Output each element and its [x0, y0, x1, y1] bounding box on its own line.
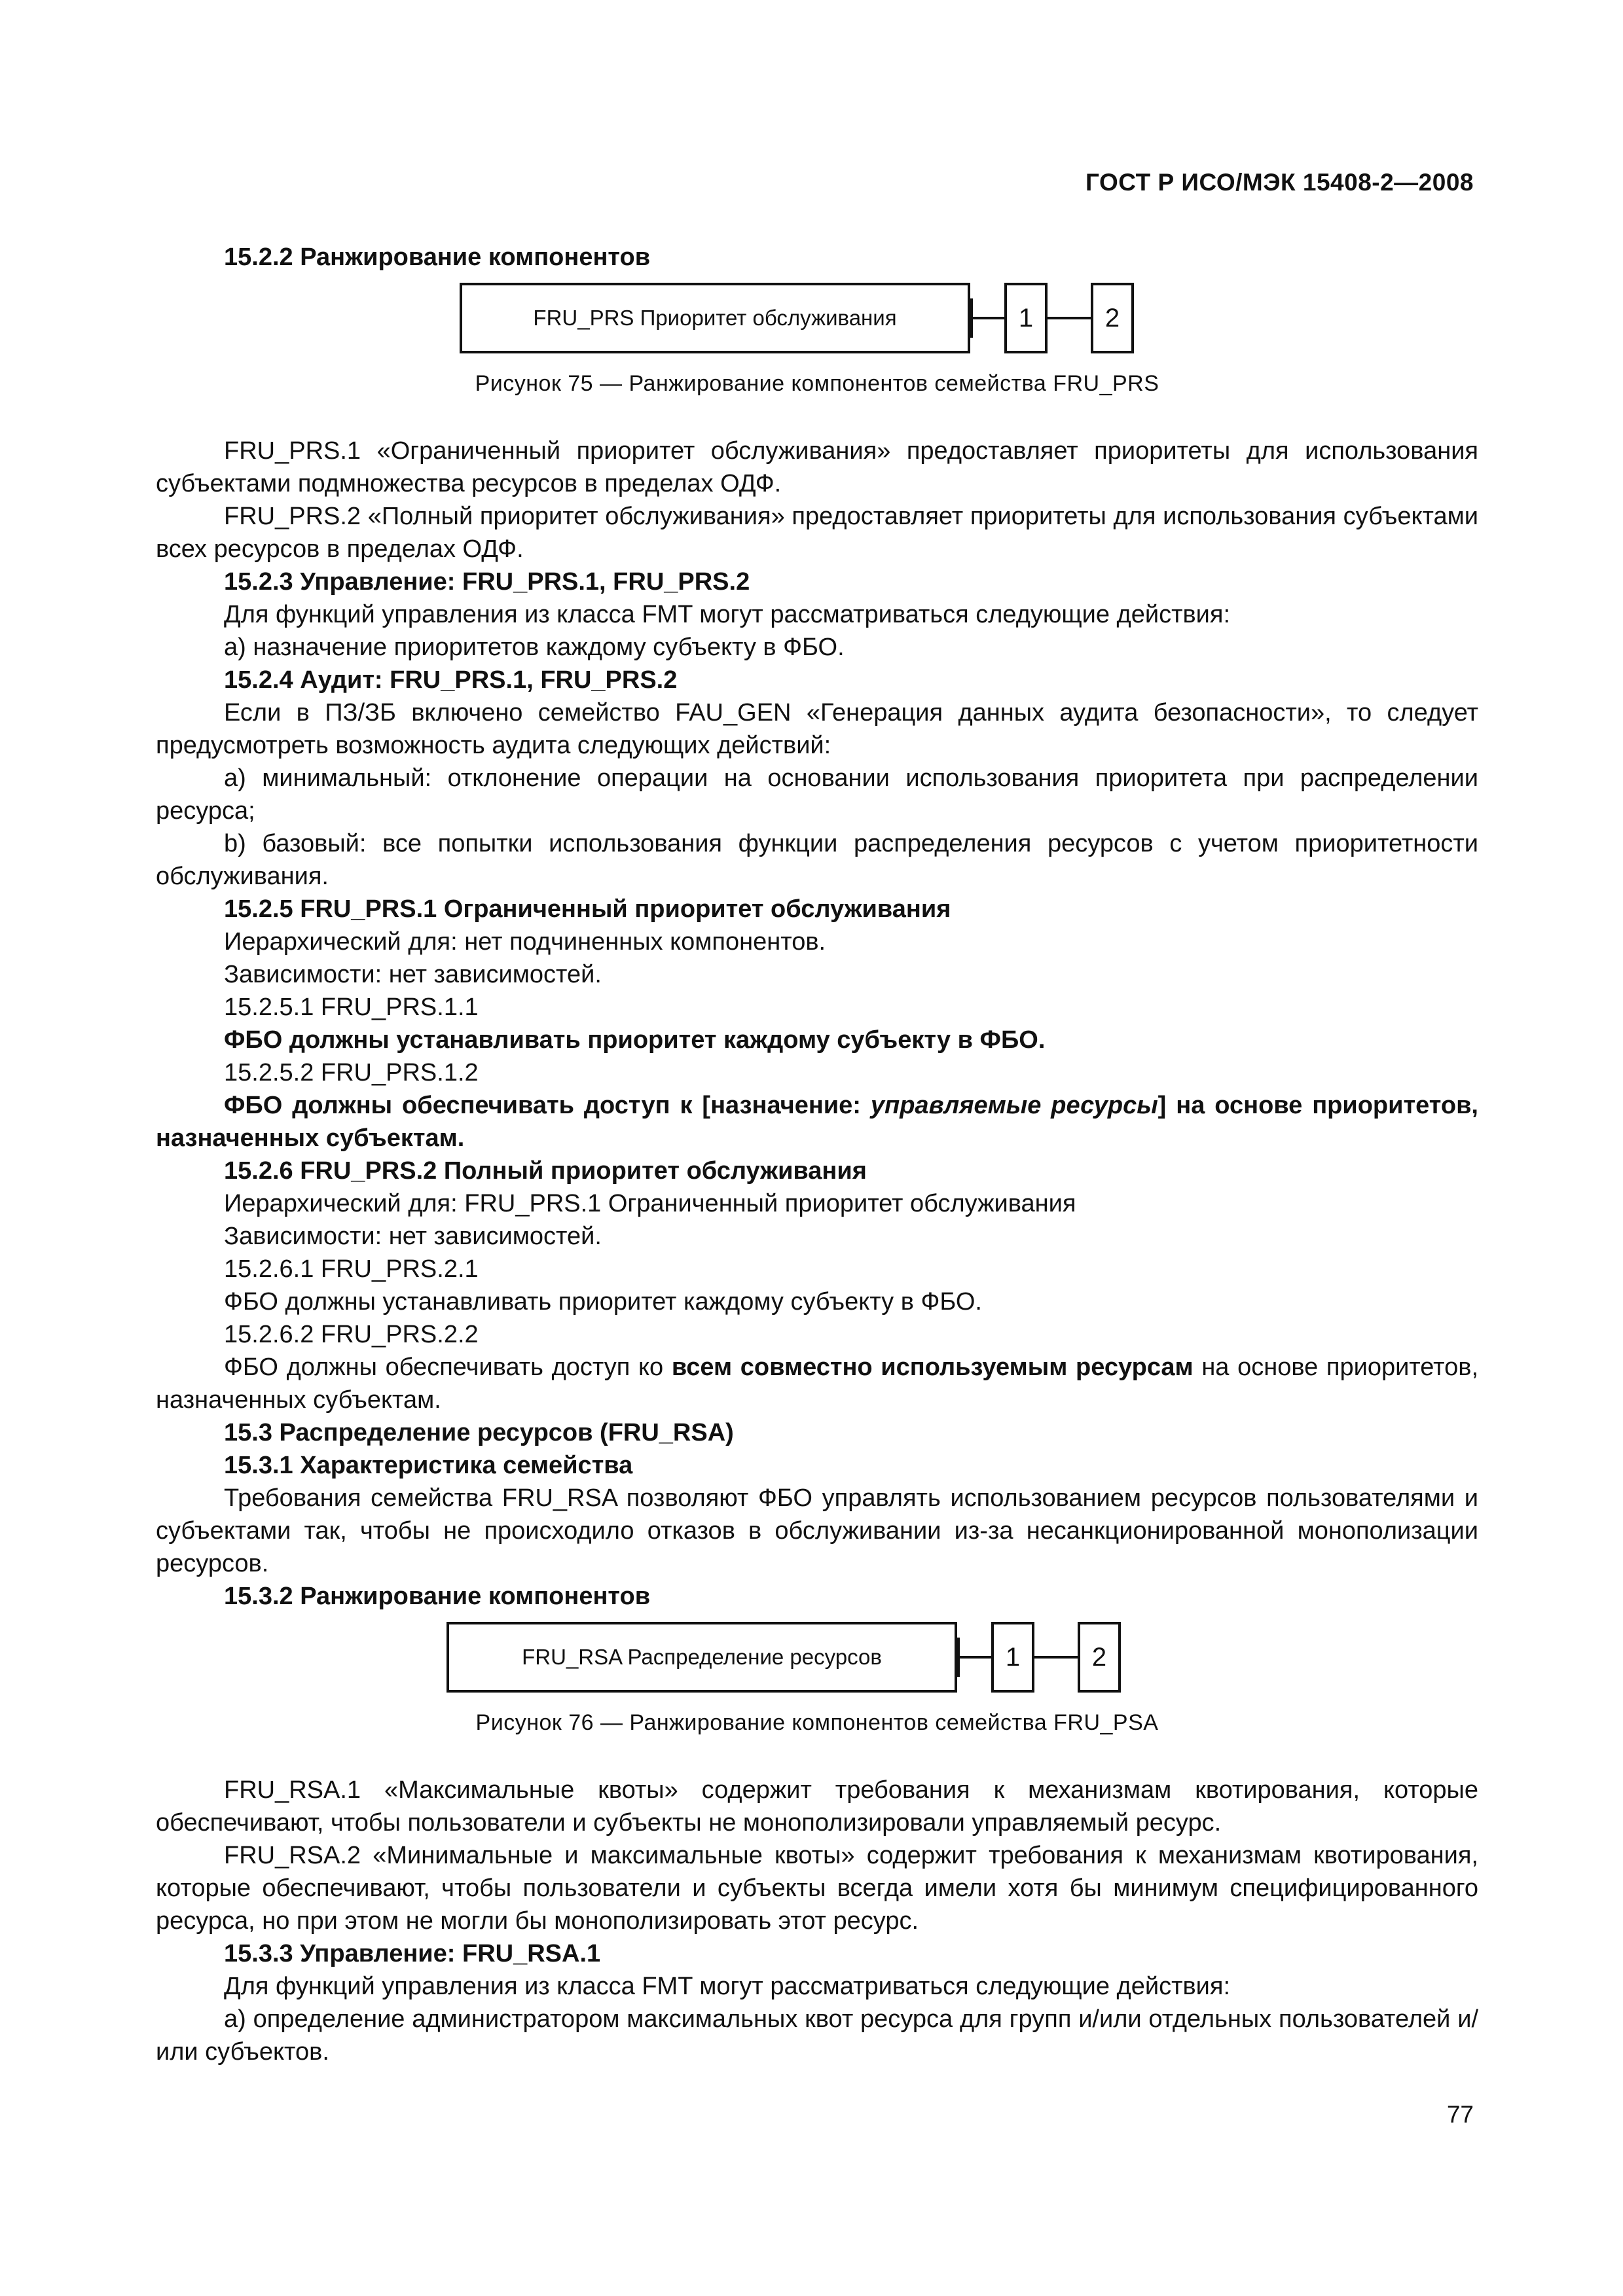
paragraph: а) определение администратором максимальных квот ресурса для групп и/или отдельных пользователей и/или субъектов.	[156, 2005, 1478, 2066]
section-heading: 15.2.2 Ранжирование компонентов	[224, 243, 651, 271]
standard-header: ГОСТ Р ИСО/МЭК 15408-2—2008	[1085, 169, 1474, 196]
section-heading: 15.3.3 Управление: FRU_RSA.1	[224, 1940, 601, 1967]
page-content	[156, 241, 1478, 2068]
requirement-text	[156, 1089, 1478, 1155]
level-1-label: 1	[1018, 304, 1034, 332]
family-label: FRU_PRS Приоритет обслуживания	[533, 306, 897, 330]
level-2-label: 2	[1104, 304, 1120, 332]
paragraph: b) базовый: все попытки использования функции распределения ресурсов с учетом приоритетности обслуживания.	[156, 830, 1478, 890]
requirement-text: ФБО должны устанавливать приоритет каждому субъекту в ФБО.	[224, 1026, 1046, 1054]
assignment-text: управляемые ресурсы	[870, 1092, 1158, 1119]
section-heading: 15.2.4 Аудит: FRU_PRS.1, FRU_PRS.2	[224, 666, 678, 694]
section-heading: 15.3 Распределение ресурсов (FRU_RSA)	[224, 1419, 734, 1446]
figure-76-diagram	[156, 1622, 1478, 1699]
level-1-box	[991, 1622, 1034, 1693]
family-box	[460, 283, 970, 353]
figure-caption: Рисунок 76 — Ранжирование компонентов семейства FRU_PSA	[475, 1710, 1159, 1735]
page-number: 77	[1446, 2101, 1474, 2128]
figure-75-diagram	[156, 283, 1478, 360]
section-heading: 15.3.2 Ранжирование компонентов	[224, 1583, 651, 1610]
text-part: ФБО должны обеспечивать доступ ко	[224, 1354, 672, 1381]
paragraph: Иерархический для: нет подчиненных компонентов.	[224, 928, 826, 956]
level-2-box	[1078, 1622, 1121, 1693]
paragraph: 15.2.5.1 FRU_PRS.1.1	[224, 994, 479, 1021]
paragraph: Зависимости: нет зависимостей.	[224, 1223, 602, 1250]
connector-line	[957, 1656, 991, 1659]
level-2-label: 2	[1091, 1643, 1107, 1672]
emphasized-text: всем совместно используемым ресурсам	[671, 1354, 1194, 1381]
paragraph: Если в ПЗ/ЗБ включено семейство FAU_GEN «Генерация данных аудита безопасности», то следует предусмотреть возможность аудита следующих действий:	[156, 699, 1478, 759]
level-2-box	[1091, 283, 1134, 353]
paragraph: Иерархический для: FRU_PRS.1 Ограниченный приоритет обслуживания	[224, 1190, 1076, 1217]
paragraph: FRU_RSA.1 «Максимальные квоты» содержит требования к механизмам квотирования, которые обеспечивают, чтобы пользователи и субъекты не монополизировали управляемый ресурс.	[156, 1776, 1478, 1837]
section-heading: 15.2.5 FRU_PRS.1 Ограниченный приоритет обслуживания	[224, 895, 951, 923]
level-1-label: 1	[1005, 1643, 1021, 1672]
paragraph: 15.2.5.2 FRU_PRS.1.2	[224, 1059, 479, 1086]
level-1-box	[1004, 283, 1048, 353]
paragraph: ФБО должны устанавливать приоритет каждому субъекту в ФБО.	[224, 1288, 982, 1316]
connector-line	[1034, 1656, 1078, 1659]
section-heading: 15.2.3 Управление: FRU_PRS.1, FRU_PRS.2	[224, 568, 750, 596]
connector-line	[1048, 317, 1091, 319]
family-label: FRU_RSA Распределение ресурсов	[522, 1645, 882, 1669]
section-heading: 15.2.6 FRU_PRS.2 Полный приоритет обслуживания	[224, 1157, 867, 1185]
family-box	[447, 1622, 957, 1693]
connector-line	[970, 317, 1004, 319]
paragraph: 15.2.6.1 FRU_PRS.2.1	[224, 1255, 479, 1283]
figure-caption: Рисунок 75 — Ранжирование компонентов семейства FRU_PRS	[475, 371, 1159, 396]
paragraph: 15.2.6.2 FRU_PRS.2.2	[224, 1321, 479, 1348]
paragraph: FRU_RSA.2 «Минимальные и максимальные квоты» содержит требования к механизмам квотирования, которые обеспечивают, чтобы пользователи и субъекты всегда имели хотя бы минимум специфицированного ресурса, но при этом не могли бы монополизировать этот ресурс.	[156, 1842, 1478, 1935]
text-part: на основе приоритетов, назначенных субъектам.	[156, 1354, 1479, 1414]
paragraph: Для функций управления из класса FMT могут рассматриваться следующие действия:	[224, 601, 1231, 628]
paragraph: FRU_PRS.1 «Ограниченный приоритет обслуживания» предоставляет приоритеты для использования субъектами подмножества ресурсов в пределах ОДФ.	[156, 437, 1478, 497]
paragraph: Требования семейства FRU_RSA позволяют ФБО управлять использованием ресурсов пользователями и субъектами так, чтобы не происходило отказов в обслуживании из-за несанкционированной монополизации ресурсов.	[156, 1484, 1478, 1577]
paragraph: а) минимальный: отклонение операции на основании использования приоритета при распределении ресурса;	[156, 764, 1478, 825]
paragraph: Для функций управления из класса FMT могут рассматриваться следующие действия:	[224, 1973, 1231, 2000]
paragraph: Зависимости: нет зависимостей.	[224, 961, 602, 988]
requirement-part: ] на основе приоритетов, назначенных субъектам.	[156, 1092, 1478, 1152]
section-heading: 15.3.1 Характеристика семейства	[224, 1452, 633, 1479]
paragraph	[156, 1351, 1478, 1416]
requirement-part: ФБО должны обеспечивать доступ к [назначение:	[224, 1092, 871, 1119]
paragraph: FRU_PRS.2 «Полный приоритет обслуживания» предоставляет приоритеты для использования субъектами всех ресурсов в пределах ОДФ.	[156, 503, 1478, 563]
paragraph: а) назначение приоритетов каждому субъекту в ФБО.	[224, 634, 845, 661]
